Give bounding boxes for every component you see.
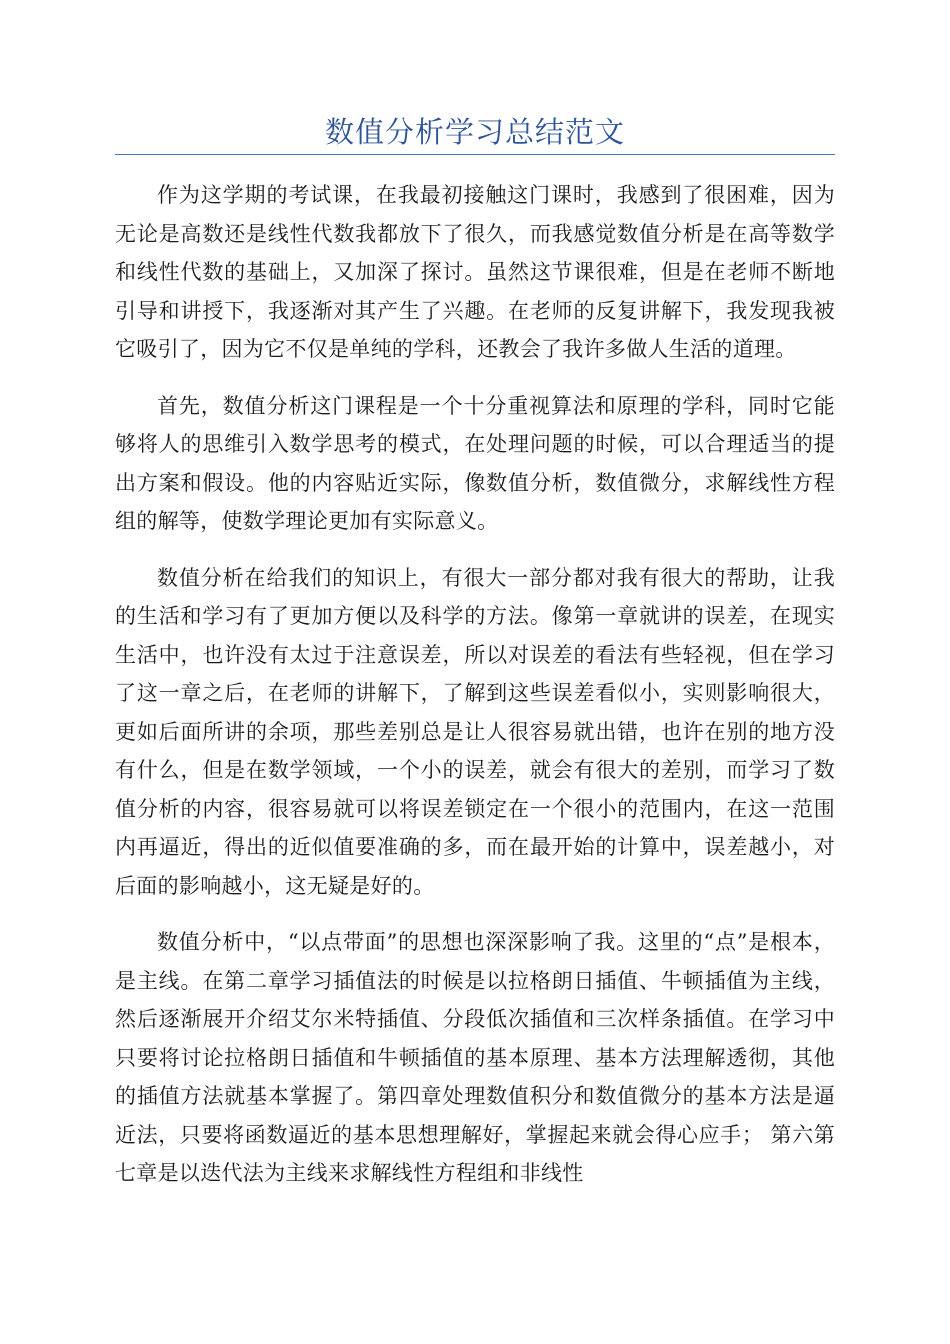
paragraph-1: 作为这学期的考试课，在我最初接触这门课时，我感到了很困难，因为无论是高数还是线性代数我都放下了很久，而我感觉数值分析是在高等数学和线性代数的基础上，又加深了探讨。虽然这节课很难，但是在老师不断地引导和讲授下，我逐渐对其产生了兴趣。在老师的反复讲解下，我发现我被它吸引了，因为它不仅是单纯的学科，还教会了我许多做人生活的道理。 (115, 183, 835, 361)
document-body (115, 176, 835, 1211)
title-underline (115, 154, 835, 155)
document-title: 数值分析学习总结范文 (324, 115, 625, 149)
paragraph-3: 数值分析在给我们的知识上，有很大一部分都对我有很大的帮助，让我的生活和学习有了更加方便以及科学的方法。像第一章就讲的误差，在现实生活中，也许没有太过于注意误差，所以对误差的看法有些轻视，但在学习了这一章之后，在老师的讲解下，了解到这些误差看似小，实则影响很大，更如后面所讲的余项，那些差别总是让人很容易就出错，也许在别的地方没有什么，但是在数学领域，一个小的误差，就会有很大的差别，而学习了数值分析的内容，很容易就可以将误差锁定在一个很小的范围内，在这一范围内再逼近，得出的近似值要准确的多，而在最开始的计算中，误差越小，对后面的影响越小，这无疑是好的。 (115, 565, 835, 898)
paragraph-4: 数值分析中，“以点带面”的思想也深深影响了我。这里的“点”是根本，是主线。在第二章学习插值法的时候是以拉格朗日插值、牛顿插值为主线，然后逐渐展开介绍艾尔米特插值、分段低次插值和三次样条插值。在学习中只要将讨论拉格朗日插值和牛顿插值的基本原理、基本方法理解透彻，其他的插值方法就基本掌握了。第四章处理数值积分和数值微分的基本方法是逼近法，只要将函数逼近的基本思想理解好，掌握起来就会得心应手； 第六第七章是以迭代法为主线来求解线性方程组和非线性 (115, 930, 835, 1185)
paragraph-2: 首先，数值分析这门课程是一个十分重视算法和原理的学科，同时它能够将人的思维引入数学思考的模式，在处理问题的时候，可以合理适当的提出方案和假设。他的内容贴近实际，像数值分析，数值微分，求解线性方程组的解等，使数学理论更加有实际意义。 (115, 393, 835, 533)
